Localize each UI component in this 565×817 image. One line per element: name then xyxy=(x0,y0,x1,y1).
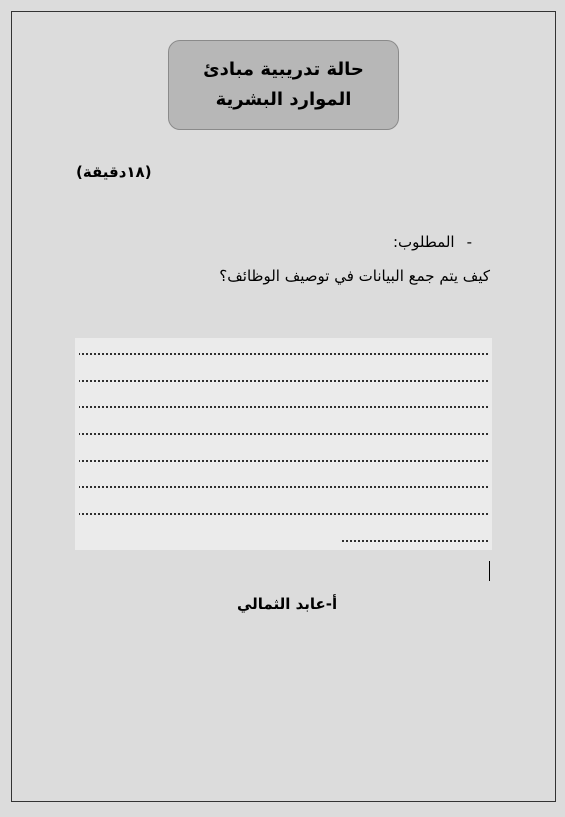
title-box xyxy=(168,40,399,130)
answer-dotted-line xyxy=(79,353,489,355)
answer-dotted-line xyxy=(341,540,489,542)
author-name: أ-عابد الثمالي xyxy=(237,595,338,613)
answer-dotted-line xyxy=(79,513,489,515)
answer-dotted-line xyxy=(79,460,489,462)
question-text: كيف يتم جمع البيانات في توصيف الوظائف؟ xyxy=(219,267,490,285)
required-bullet: - xyxy=(466,233,472,251)
answer-dotted-line xyxy=(79,486,489,488)
title-line-1: حالة تدريبية مبادئ xyxy=(203,59,364,80)
required-label: المطلوب: xyxy=(392,233,455,251)
answer-dotted-line xyxy=(79,380,489,382)
text-cursor xyxy=(489,561,490,581)
required-heading xyxy=(393,233,472,251)
title-line-2: الموارد البشرية xyxy=(215,89,352,110)
answer-dotted-line xyxy=(79,406,489,408)
answer-area xyxy=(75,338,492,550)
duration-label: (١٨دقيقة) xyxy=(76,163,152,181)
answer-dotted-line xyxy=(79,433,489,435)
